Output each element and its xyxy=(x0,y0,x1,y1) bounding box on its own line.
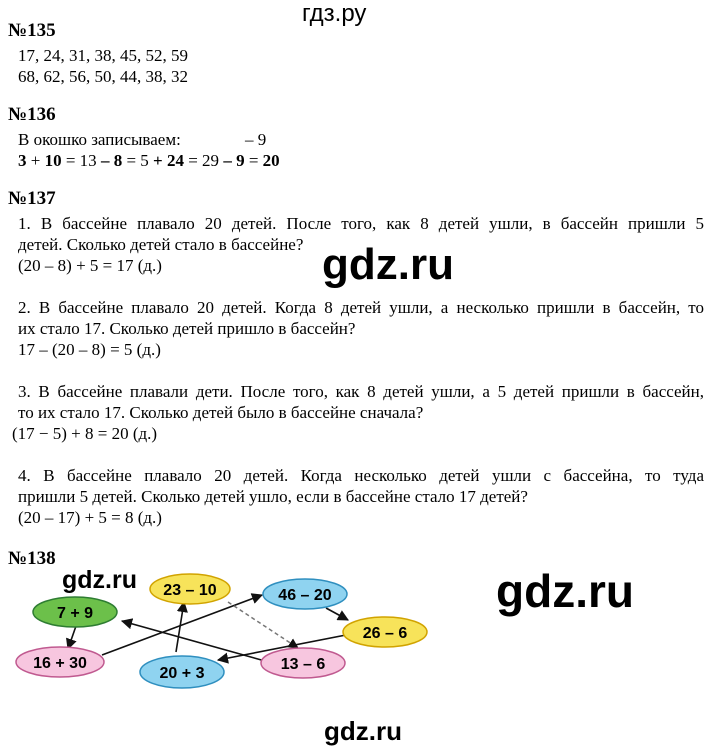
oval-7-plus-9 xyxy=(33,597,117,627)
watermark: gdz.ru xyxy=(324,716,402,746)
oval-46-minus-20 xyxy=(263,579,347,609)
task-136-equation xyxy=(18,151,280,171)
task-137-p4-line-1: 4. В бассейне плавало 20 детей. Когда несколько детей ушли с бассейна, то туда xyxy=(18,466,704,485)
oval-label: 23 – 10 xyxy=(163,582,217,599)
oval-label: 46 – 20 xyxy=(278,587,332,604)
task-137-title: №137 xyxy=(8,188,56,209)
eq-part: + 24 xyxy=(153,151,184,170)
task-137-p1-line-1: 1. В бассейне плавало 20 детей. После того, как 8 детей ушли, в бассейн пришли 5 xyxy=(18,214,704,233)
oval-label: 16 + 30 xyxy=(33,655,87,672)
eq-part: – 8 xyxy=(100,151,123,170)
task-137-p4-line-2: пришли 5 детей. Сколько детей ушло, если в бассейне стало 17 детей? xyxy=(18,487,528,506)
oval-16-plus-30 xyxy=(16,647,104,677)
task-137-p2-line-2: их стало 17. Сколько детей пришло в бассейн? xyxy=(18,319,356,338)
oval-20-plus-3 xyxy=(140,656,224,688)
oval-26-minus-6 xyxy=(343,617,427,647)
watermark: gdz.ru xyxy=(496,565,634,617)
watermark: gdz.ru xyxy=(322,240,454,289)
eq-part: = 13 xyxy=(61,151,101,170)
task-137-p3-line-3: (17 − 5) + 8 = 20 (д.) xyxy=(12,424,158,443)
oval-23-minus-10 xyxy=(150,574,230,604)
eq-part: 3 xyxy=(18,151,27,170)
oval-13-minus-6 xyxy=(261,648,345,678)
task-136-title: №136 xyxy=(8,104,56,125)
task-136-line-1: В окошко записываем: xyxy=(18,130,181,149)
eq-part: = xyxy=(244,151,263,170)
eq-part: = 5 xyxy=(122,151,154,170)
eq-part: + xyxy=(26,151,45,170)
task-137-p2-line-1: 2. В бассейне плавало 20 детей. Когда 8 детей ушли, а несколько пришли в бассейн, то xyxy=(18,298,704,317)
oval-label: 7 + 9 xyxy=(56,605,94,622)
arrow-b-to-g xyxy=(228,602,298,648)
eq-part: 10 xyxy=(44,151,62,170)
arrow-c-to-d xyxy=(326,608,348,620)
oval-label: 26 – 6 xyxy=(362,625,408,642)
task-137-p3-line-1: 3. В бассейне плавали дети. После того, как 8 детей ушли, а 5 детей пришли в бассейн, xyxy=(18,382,704,401)
eq-part: – 9 xyxy=(223,151,245,170)
oval-label: 13 – 6 xyxy=(280,656,326,673)
task-137-p4-line-3: (20 – 17) + 5 = 8 (д.) xyxy=(18,508,162,527)
task-138-title: №138 xyxy=(8,548,56,569)
task-137-p1-line-2: детей. Сколько детей стало в бассейне? xyxy=(18,235,304,254)
arrow-a-to-e xyxy=(68,626,76,649)
watermark: gdz.ru xyxy=(62,566,137,594)
task-136-line-1-value: – 9 xyxy=(245,130,267,149)
site-header: гдз.ру xyxy=(302,0,367,27)
task-135-title: №135 xyxy=(8,20,56,41)
task-137-p3-line-2: то их стало 17. Сколько детей было в бассейне сначала? xyxy=(18,403,424,422)
oval-label: 20 + 3 xyxy=(159,665,205,682)
task-135-line-1: 17, 24, 31, 38, 45, 52, 59 xyxy=(18,46,188,65)
eq-part: 20 xyxy=(262,151,280,170)
task-137-p1-line-3: (20 – 8) + 5 = 17 (д.) xyxy=(18,256,162,275)
eq-part: = 29 xyxy=(183,151,224,170)
task-137-p2-line-3: 17 – (20 – 8) = 5 (д.) xyxy=(18,340,161,359)
task-135-line-2: 68, 62, 56, 50, 44, 38, 32 xyxy=(18,67,188,86)
